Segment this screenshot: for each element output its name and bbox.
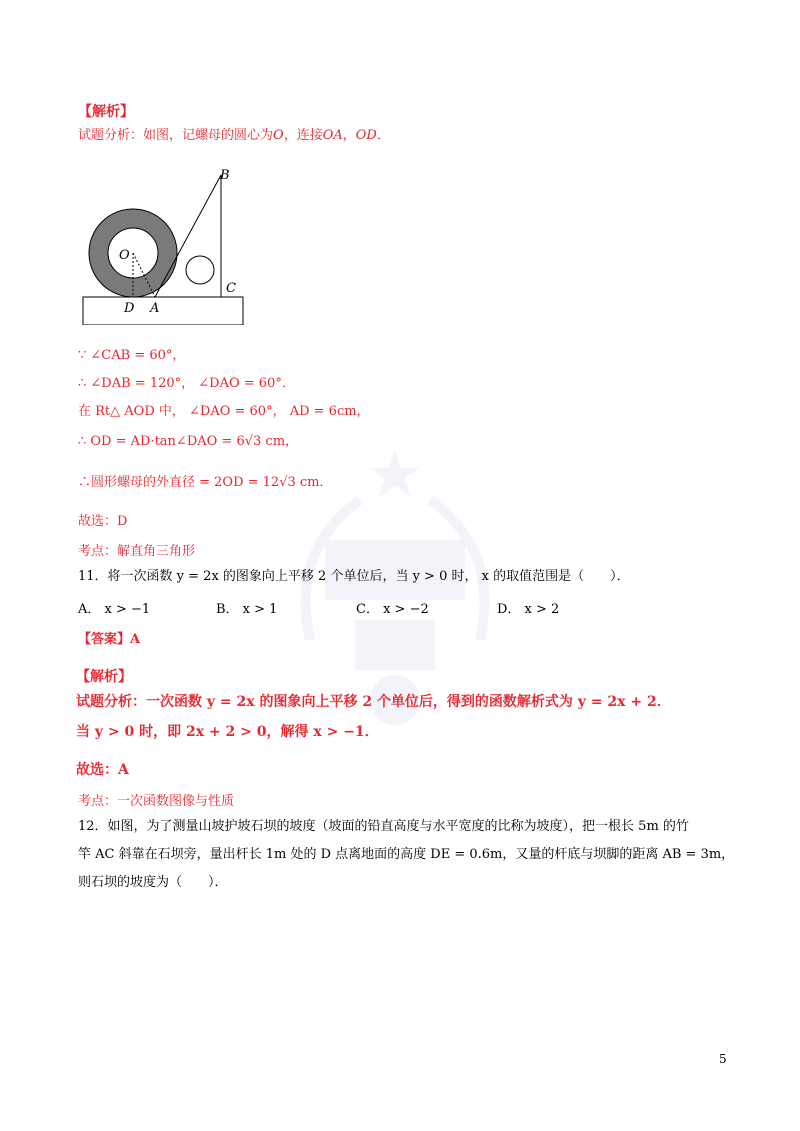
question-12-line-2: 竿 AC 斜靠在石坝旁，量出杆长 1m 处的 D 点离地面的高度 DE = 0.6m，又量的杆底与坝脚的距离 AB = 3m， [78,847,735,862]
solution-line-5: ∴圆形螺母的外直径 = 2OD = 12√3 cm． [78,475,333,490]
analysis-heading-2: 【解析】 [76,669,132,685]
page-number: 5 [719,1052,727,1066]
question-12-line-3: 则石坝的坡度为（ ）． [78,875,228,890]
choice-1: 故选：D [78,514,128,529]
intro-point-o: O [273,128,284,143]
analysis2-line-1: 试题分析：一次函数 y = 2x 的图象向上平移 2 个单位后，得到的函数解析式为 y = 2x + 2． [76,694,671,710]
analysis-intro [78,127,390,145]
solution-line-1: ∵ ∠CAB = 60°， [78,348,186,363]
intro-segment-od: OD [355,128,377,143]
analysis2-line-2: 当 y > 0 时，即 2x + 2 > 0，解得 x > −1． [76,724,379,740]
intro-text: 试题分析：如图，记螺母的圆心为 [78,128,274,143]
small-circle [186,256,214,284]
question-11-stem: 11．将一次函数 y = 2x 的图象向上平移 2 个单位后，当 y > 0 时， x 的取值范围是（ ）． [78,569,630,584]
label-d: D [124,301,135,316]
kaodian-2: 考点：一次函数图像与性质 [78,794,235,809]
q11-option-a: A． x > −1 [78,602,151,617]
label-c: C [226,281,236,296]
nut-triangle-diagram [78,165,263,325]
intro-sep: ， [342,128,356,143]
intro-segment-oa: OA [322,128,343,143]
intro-connect: ，连接 [283,128,323,143]
choice-2: 故选：A [76,762,129,778]
q11-option-c: C． x > −2 [356,602,429,617]
label-a: A [150,301,160,316]
intro-end: ． [376,128,390,143]
analysis-heading: 【解析】 [78,104,134,120]
q11-option-d: D． x > 2 [497,602,560,617]
kaodian-1: 考点：解直角三角形 [78,544,196,559]
solution-line-4: ∴ OD = AD·tan∠DAO = 6√3 cm， [78,434,299,449]
q11-option-b: B． x > 1 [216,602,278,617]
label-b: B [220,168,230,183]
solution-line-2: ∴ ∠DAB = 120°， ∠DAO = 60°． [78,376,295,391]
question-12-line-1: 12．如图，为了测量山坡护坡石坝的坡度（坡面的铅直高度与水平宽度的比称为坡度），把一根长 5m 的竹 [78,819,689,834]
solution-line-3: 在 Rt△ AOD 中， ∠DAO = 60°， AD = 6cm， [78,404,370,419]
base-block [83,297,243,325]
q11-answer: 【答案】A [78,632,141,647]
label-o: O [119,248,130,263]
